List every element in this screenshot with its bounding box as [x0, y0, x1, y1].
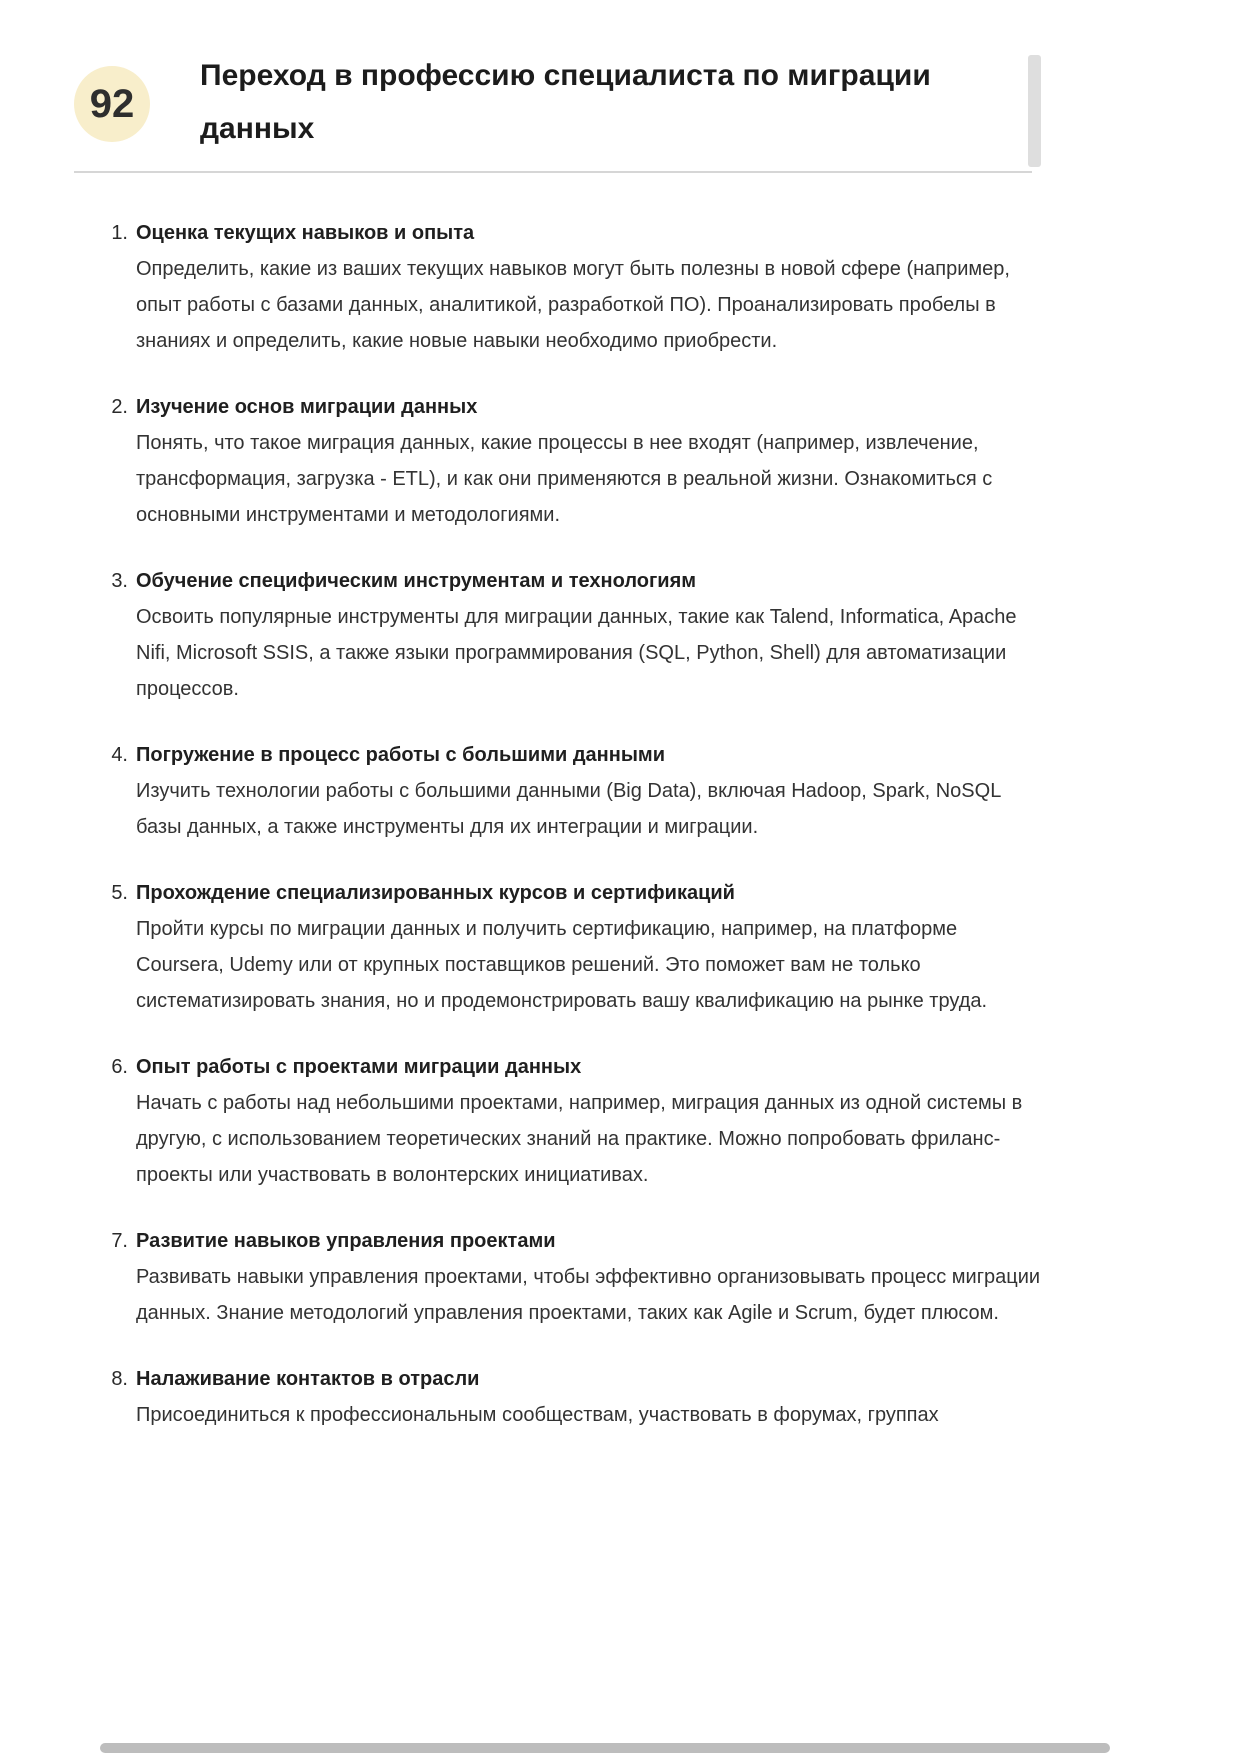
list-item — [106, 215, 1239, 359]
step-content — [136, 389, 1041, 533]
badge-number: 92 — [89, 81, 135, 126]
step-content — [136, 215, 1041, 359]
list-item — [106, 389, 1239, 533]
header — [0, 0, 1239, 155]
step-body: Пройти курсы по миграции данных и получить сертификацию, например, на платформе Coursera, Udemy или от крупных поставщиков решений. Это поможет вам не только систематизировать знания, но и продемонстрировать вашу квалификацию на рынке труда. — [136, 918, 988, 1012]
step-number: 3. — [111, 570, 128, 592]
step-heading: Оценка текущих навыков и опыта — [136, 222, 475, 244]
list-item — [106, 1223, 1239, 1331]
list-item — [106, 1361, 1239, 1433]
step-number: 8. — [111, 1368, 128, 1390]
list-item — [106, 1049, 1239, 1193]
vertical-scrollbar-thumb[interactable] — [1028, 55, 1041, 167]
step-content — [136, 1361, 939, 1433]
step-number: 5. — [111, 882, 128, 904]
step-heading: Опыт работы с проектами миграции данных — [136, 1056, 582, 1078]
list-item — [106, 737, 1239, 845]
steps-list — [0, 215, 1239, 1433]
step-body: Присоединиться к профессиональным сообществам, участвовать в форумах, группах — [136, 1404, 939, 1426]
step-heading: Изучение основ миграции данных — [136, 396, 478, 418]
step-content — [136, 563, 1041, 707]
step-body: Определить, какие из ваших текущих навыков могут быть полезны в новой сфере (например, опыт работы с базами данных, аналитикой, разработкой ПО). Проанализировать пробелы в знаниях и определить, какие новые навыки необходимо приобрести. — [136, 258, 1010, 352]
step-content — [136, 1049, 1041, 1193]
step-number: 1. — [111, 222, 128, 244]
step-heading: Прохождение специализированных курсов и сертификаций — [136, 882, 735, 904]
step-number: 6. — [111, 1056, 128, 1078]
step-content — [136, 737, 1041, 845]
step-body: Изучить технологии работы с большими данными (Big Data), включая Hadoop, Spark, NoSQL базы данных, а также инструменты для их интеграции и миграции. — [136, 780, 1001, 838]
step-heading: Развитие навыков управления проектами — [136, 1230, 556, 1252]
step-heading: Налаживание контактов в отрасли — [136, 1368, 480, 1390]
step-content — [136, 875, 1041, 1019]
step-body: Начать с работы над небольшими проектами, например, миграция данных из одной системы в другую, с использованием теоретических знаний на практике. Можно попробовать фриланс-проекты или участвовать в волонтерских инициативах. — [136, 1092, 1023, 1186]
step-body: Понять, что такое миграция данных, какие процессы в нее входят (например, извлечение, трансформация, загрузка - ETL), и как они применяются в реальной жизни. Ознакомиться с основными инструментами и методологиями. — [136, 432, 993, 526]
horizontal-scrollbar-thumb[interactable] — [100, 1743, 1110, 1753]
step-number-badge — [74, 66, 150, 142]
step-number: 7. — [111, 1230, 128, 1252]
step-number: 2. — [111, 396, 128, 418]
list-item — [106, 875, 1239, 1019]
step-content — [136, 1223, 1041, 1331]
step-heading: Обучение специфическим инструментам и технологиям — [136, 570, 697, 592]
title-divider — [74, 171, 1032, 173]
step-body: Развивать навыки управления проектами, чтобы эффективно организовывать процесс миграции данных. Знание методологий управления проектами, таких как Agile и Scrum, будет плюсом. — [136, 1266, 1041, 1324]
step-number: 4. — [111, 744, 128, 766]
list-item — [106, 563, 1239, 707]
page-title: Переход в профессию специалиста по миграции данных — [200, 59, 931, 145]
step-body: Освоить популярные инструменты для миграции данных, такие как Talend, Informatica, Apache Nifi, Microsoft SSIS, а также языки программирования (SQL, Python, Shell) для автоматизации процессов. — [136, 606, 1017, 700]
step-heading: Погружение в процесс работы с большими данными — [136, 744, 666, 766]
